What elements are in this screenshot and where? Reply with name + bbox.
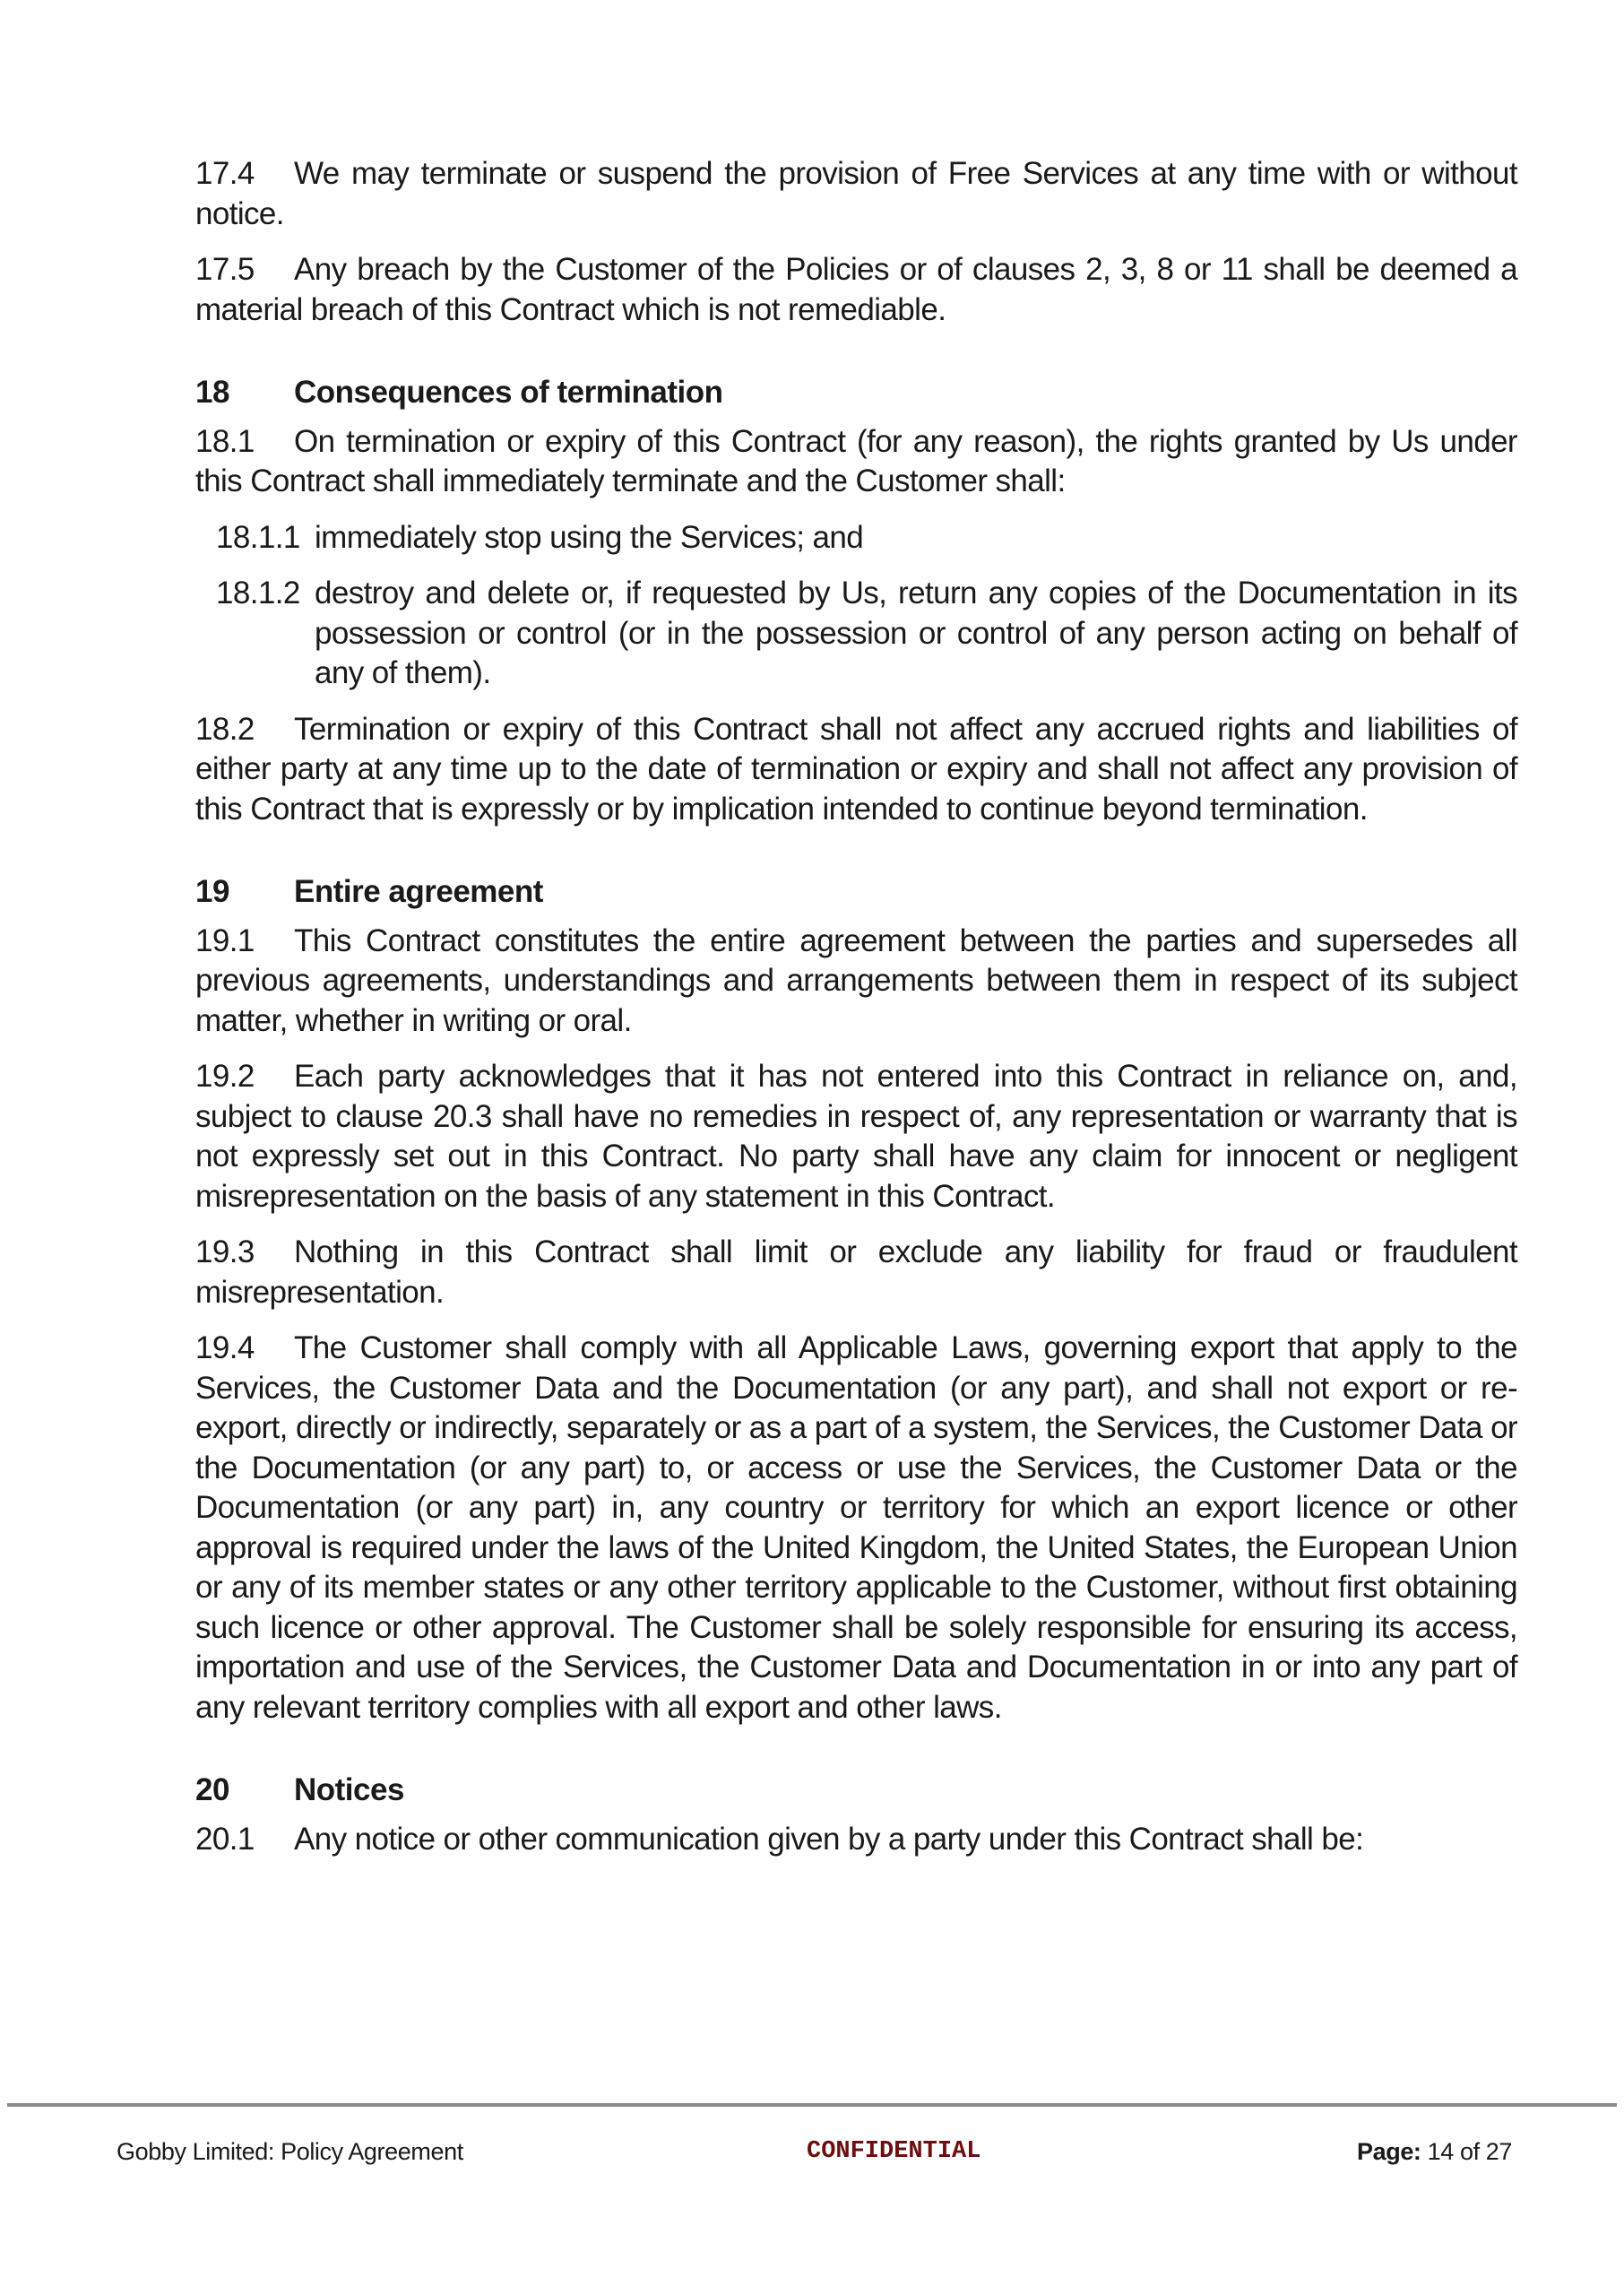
clause-text: The Customer shall comply with all Applicable Laws, governing export that apply to the Services, the Customer Data and the Documentation (or any part), and shall not export or re-export, directly or indirectly, separately or as a part of a system, the Services, the Customer Data or the Documentation (or any part) to, or access or use the Services, the Customer Data or the Documentation (or any part) in, any country or territory for which an export licence or other approval is required under the laws of the United Kingdom, the United States, the European Union or any of its member states or any other territory applicable to the Customer, without first obtaining such licence or other approval. The Customer shall be solely responsible for ensuring its access, importation and use of the Services, the Customer Data and Documentation in or into any part of any relevant territory complies with all export and other laws. <box>195 1330 1517 1725</box>
clause-text: destroy and delete or, if requested by Us, return any copies of the Documentation in its possession or control (or in the possession or control of any person acting on behalf of any of them). <box>315 576 1517 690</box>
clause-18-1 <box>195 422 1517 502</box>
clause-19-2 <box>195 1057 1517 1217</box>
clause-number: 18.2 <box>195 711 255 747</box>
clause-18-1-1 <box>195 518 1517 559</box>
section-title: Consequences of termination <box>294 375 723 410</box>
clause-number: 17.4 <box>195 156 255 191</box>
clause-18-1-2 <box>195 574 1517 694</box>
clause-19-3 <box>195 1233 1517 1312</box>
clause-17-4 <box>195 154 1517 234</box>
section-heading-19 <box>195 872 1517 913</box>
clause-number: 19.3 <box>195 1234 255 1269</box>
section-title: Notices <box>294 1772 404 1807</box>
clause-20-1 <box>195 1820 1517 1860</box>
clause-text: Any notice or other communication given by a party under this Contract shall be: <box>294 1821 1364 1857</box>
clause-17-5 <box>195 250 1517 330</box>
clause-number: 19.1 <box>195 922 255 958</box>
clause-text: immediately stop using the Services; and <box>315 519 864 555</box>
page-value: 14 of 27 <box>1427 2138 1513 2165</box>
clause-text: This Contract constitutes the entire agreement between the parties and supersedes all previous agreements, understandings and arrangements between them in respect of its subject matter, whether in writing or oral. <box>195 922 1517 1038</box>
clause-number: 18.1 <box>195 423 255 459</box>
section-title: Entire agreement <box>294 874 543 909</box>
clause-number: 20.1 <box>195 1821 255 1857</box>
clause-text: Any breach by the Customer of the Policies or of clauses 2, 3, 8 or 11 shall be deemed a material breach of this Contract which is not remediable. <box>195 252 1517 327</box>
section-number: 18 <box>195 375 229 410</box>
clause-number: 18.1.1 <box>216 519 300 555</box>
section-heading-18 <box>195 373 1517 413</box>
clause-number: 18.1.2 <box>216 576 300 611</box>
section-heading-20 <box>195 1771 1517 1811</box>
footer-document-title: Gobby Limited: Policy Agreement <box>117 2138 463 2165</box>
clause-text: Each party acknowledges that it has not entered into this Contract in reliance on, and, subject to clause 20.3 shall have no remedies in respect of, any representation or warranty that is not expressly set out in this Contract. No party shall have any claim for innocent or negligent misrepresentation on the basis of any statement in this Contract. <box>195 1059 1517 1214</box>
clause-text: Termination or expiry of this Contract shall not affect any accrued rights and liabilities of either party at any time up to the date of termination or expiry and shall not affect any provision of this Contract that is expressly or by implication intended to continue beyond termination. <box>195 711 1517 827</box>
section-number: 20 <box>195 1772 229 1807</box>
footer-divider <box>7 2103 1617 2107</box>
page-number <box>1357 2137 1512 2166</box>
clause-number: 19.4 <box>195 1330 255 1365</box>
clause-text: On termination or expiry of this Contract (for any reason), the rights granted by Us under this Contract shall immediately terminate and the Customer shall: <box>195 423 1517 498</box>
clause-number: 19.2 <box>195 1059 255 1094</box>
document-body <box>195 154 1517 1875</box>
clause-text: We may terminate or suspend the provision of Free Services at any time with or without notice. <box>195 156 1517 231</box>
section-number: 19 <box>195 874 229 909</box>
clause-18-2 <box>195 710 1517 830</box>
clause-number: 17.5 <box>195 252 255 287</box>
clause-19-1 <box>195 922 1517 1042</box>
clause-text: Nothing in this Contract shall limit or exclude any liability for fraud or fraudulent misrepresentation. <box>195 1234 1517 1310</box>
confidential-label: CONFIDENTIAL <box>807 2138 981 2165</box>
clause-19-4 <box>195 1329 1517 1728</box>
page-label: Page: <box>1357 2138 1421 2165</box>
